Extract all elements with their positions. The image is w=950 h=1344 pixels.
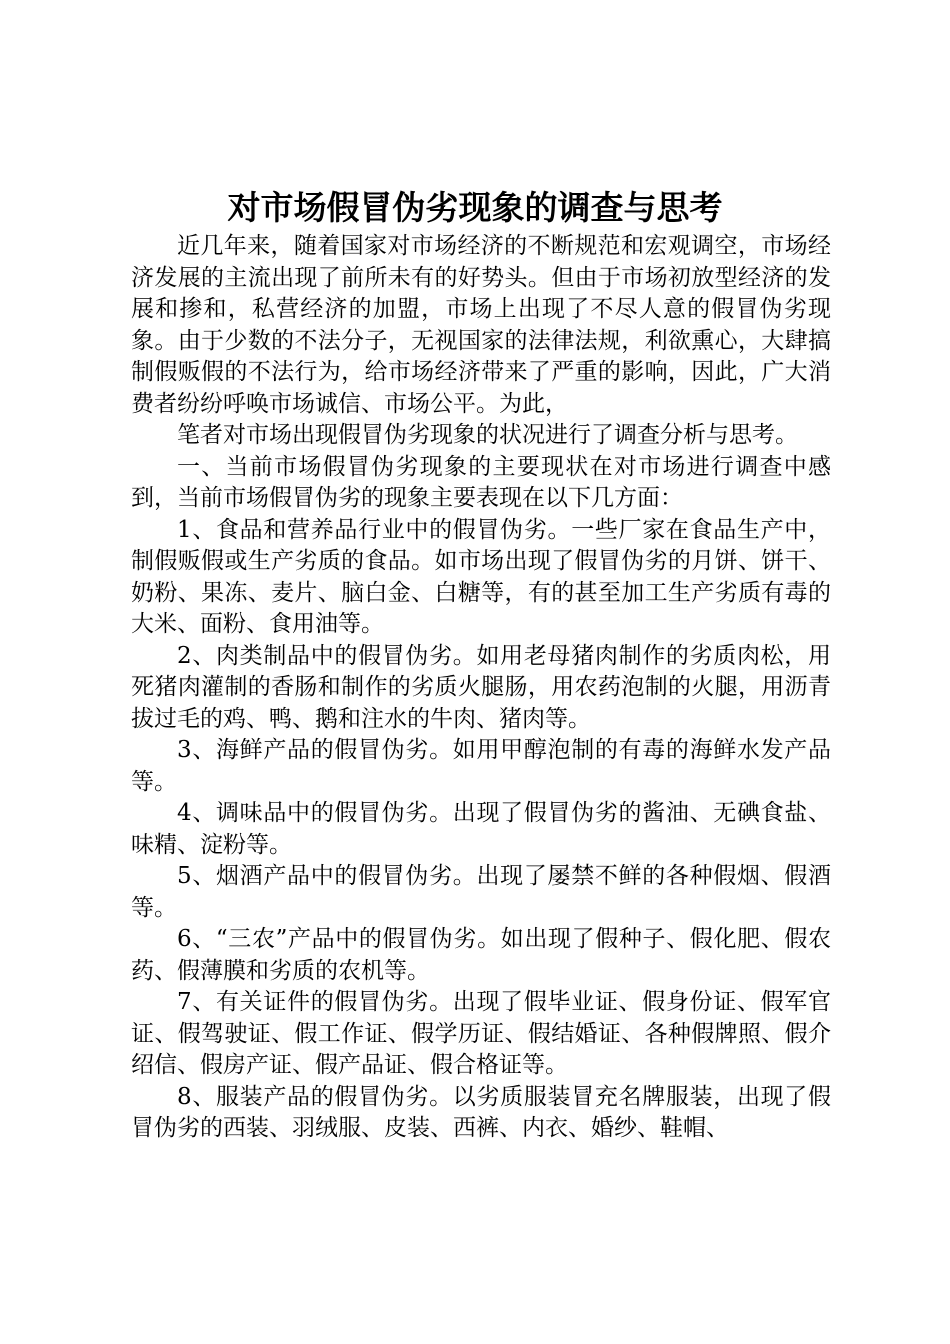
paragraph-item-agriculture: 6、“三农”产品中的假冒伪劣。如出现了假种子、假化肥、假农药、假薄膜和劣质的农机等。: [131, 926, 831, 984]
document-body: [131, 231, 831, 1145]
paragraph-item-meat: 2、肉类制品中的假冒伪劣。如用老母猪肉制作的劣质肉松，用死猪肉灌制的香肠和制作的劣质火腿肠，用农药泡制的火腿，用沥青拔过毛的鸡、鸭、鹅和注水的牛肉、猪肉等。: [131, 642, 831, 732]
paragraph-section-one: 一、当前市场假冒伪劣现象的主要现状在对市场进行调查中感到，当前市场假冒伪劣的现象主要表现在以下几方面：: [131, 453, 831, 511]
paragraph-item-condiments: 4、调味品中的假冒伪劣。出现了假冒伪劣的酱油、无碘食盐、味精、淀粉等。: [131, 800, 831, 858]
paragraph-intro: 近几年来，随着国家对市场经济的不断规范和宏观调空，市场经济发展的主流出现了前所未有的好势头。但由于市场初放型经济的发展和掺和，私营经济的加盟，市场上出现了不尽人意的假冒伪劣现象。由于少数的不法分子，无视国家的法律法规，利欲熏心，大肆搞制假贩假的不法行为，给市场经济带来了严重的影响，因此，广大消费者纷纷呼唤市场诚信、市场公平。为此，: [131, 233, 831, 417]
paragraph-item-tobacco-alcohol: 5、烟酒产品中的假冒伪劣。出现了屡禁不鲜的各种假烟、假酒等。: [131, 863, 831, 921]
paragraph-item-food: 1、食品和营养品行业中的假冒伪劣。一些厂家在食品生产中，制假贩假或生产劣质的食品。如市场出现了假冒伪劣的月饼、饼干、奶粉、果冻、麦片、脑白金、白糖等，有的甚至加工生产劣质有毒的大米、面粉、食用油等。: [131, 516, 831, 637]
paragraph-item-certificates: 7、有关证件的假冒伪劣。出现了假毕业证、假身份证、假军官证、假驾驶证、假工作证、假学历证、假结婚证、各种假牌照、假介绍信、假房产证、假产品证、假合格证等。: [131, 989, 831, 1078]
paragraph-item-clothing: 8、服装产品的假冒伪劣。以劣质服装冒充名牌服装，出现了假冒伪劣的西装、羽绒服、皮装、西裤、内衣、婚纱、鞋帽、: [131, 1083, 831, 1141]
paragraph-item-seafood: 3、海鲜产品的假冒伪劣。如用甲醇泡制的有毒的海鲜水发产品等。: [131, 737, 831, 795]
document-title: 对市场假冒伪劣现象的调查与思考: [227, 188, 723, 227]
paragraph-purpose: 笔者对市场出现假冒伪劣现象的状况进行了调查分析与思考。: [177, 422, 798, 448]
